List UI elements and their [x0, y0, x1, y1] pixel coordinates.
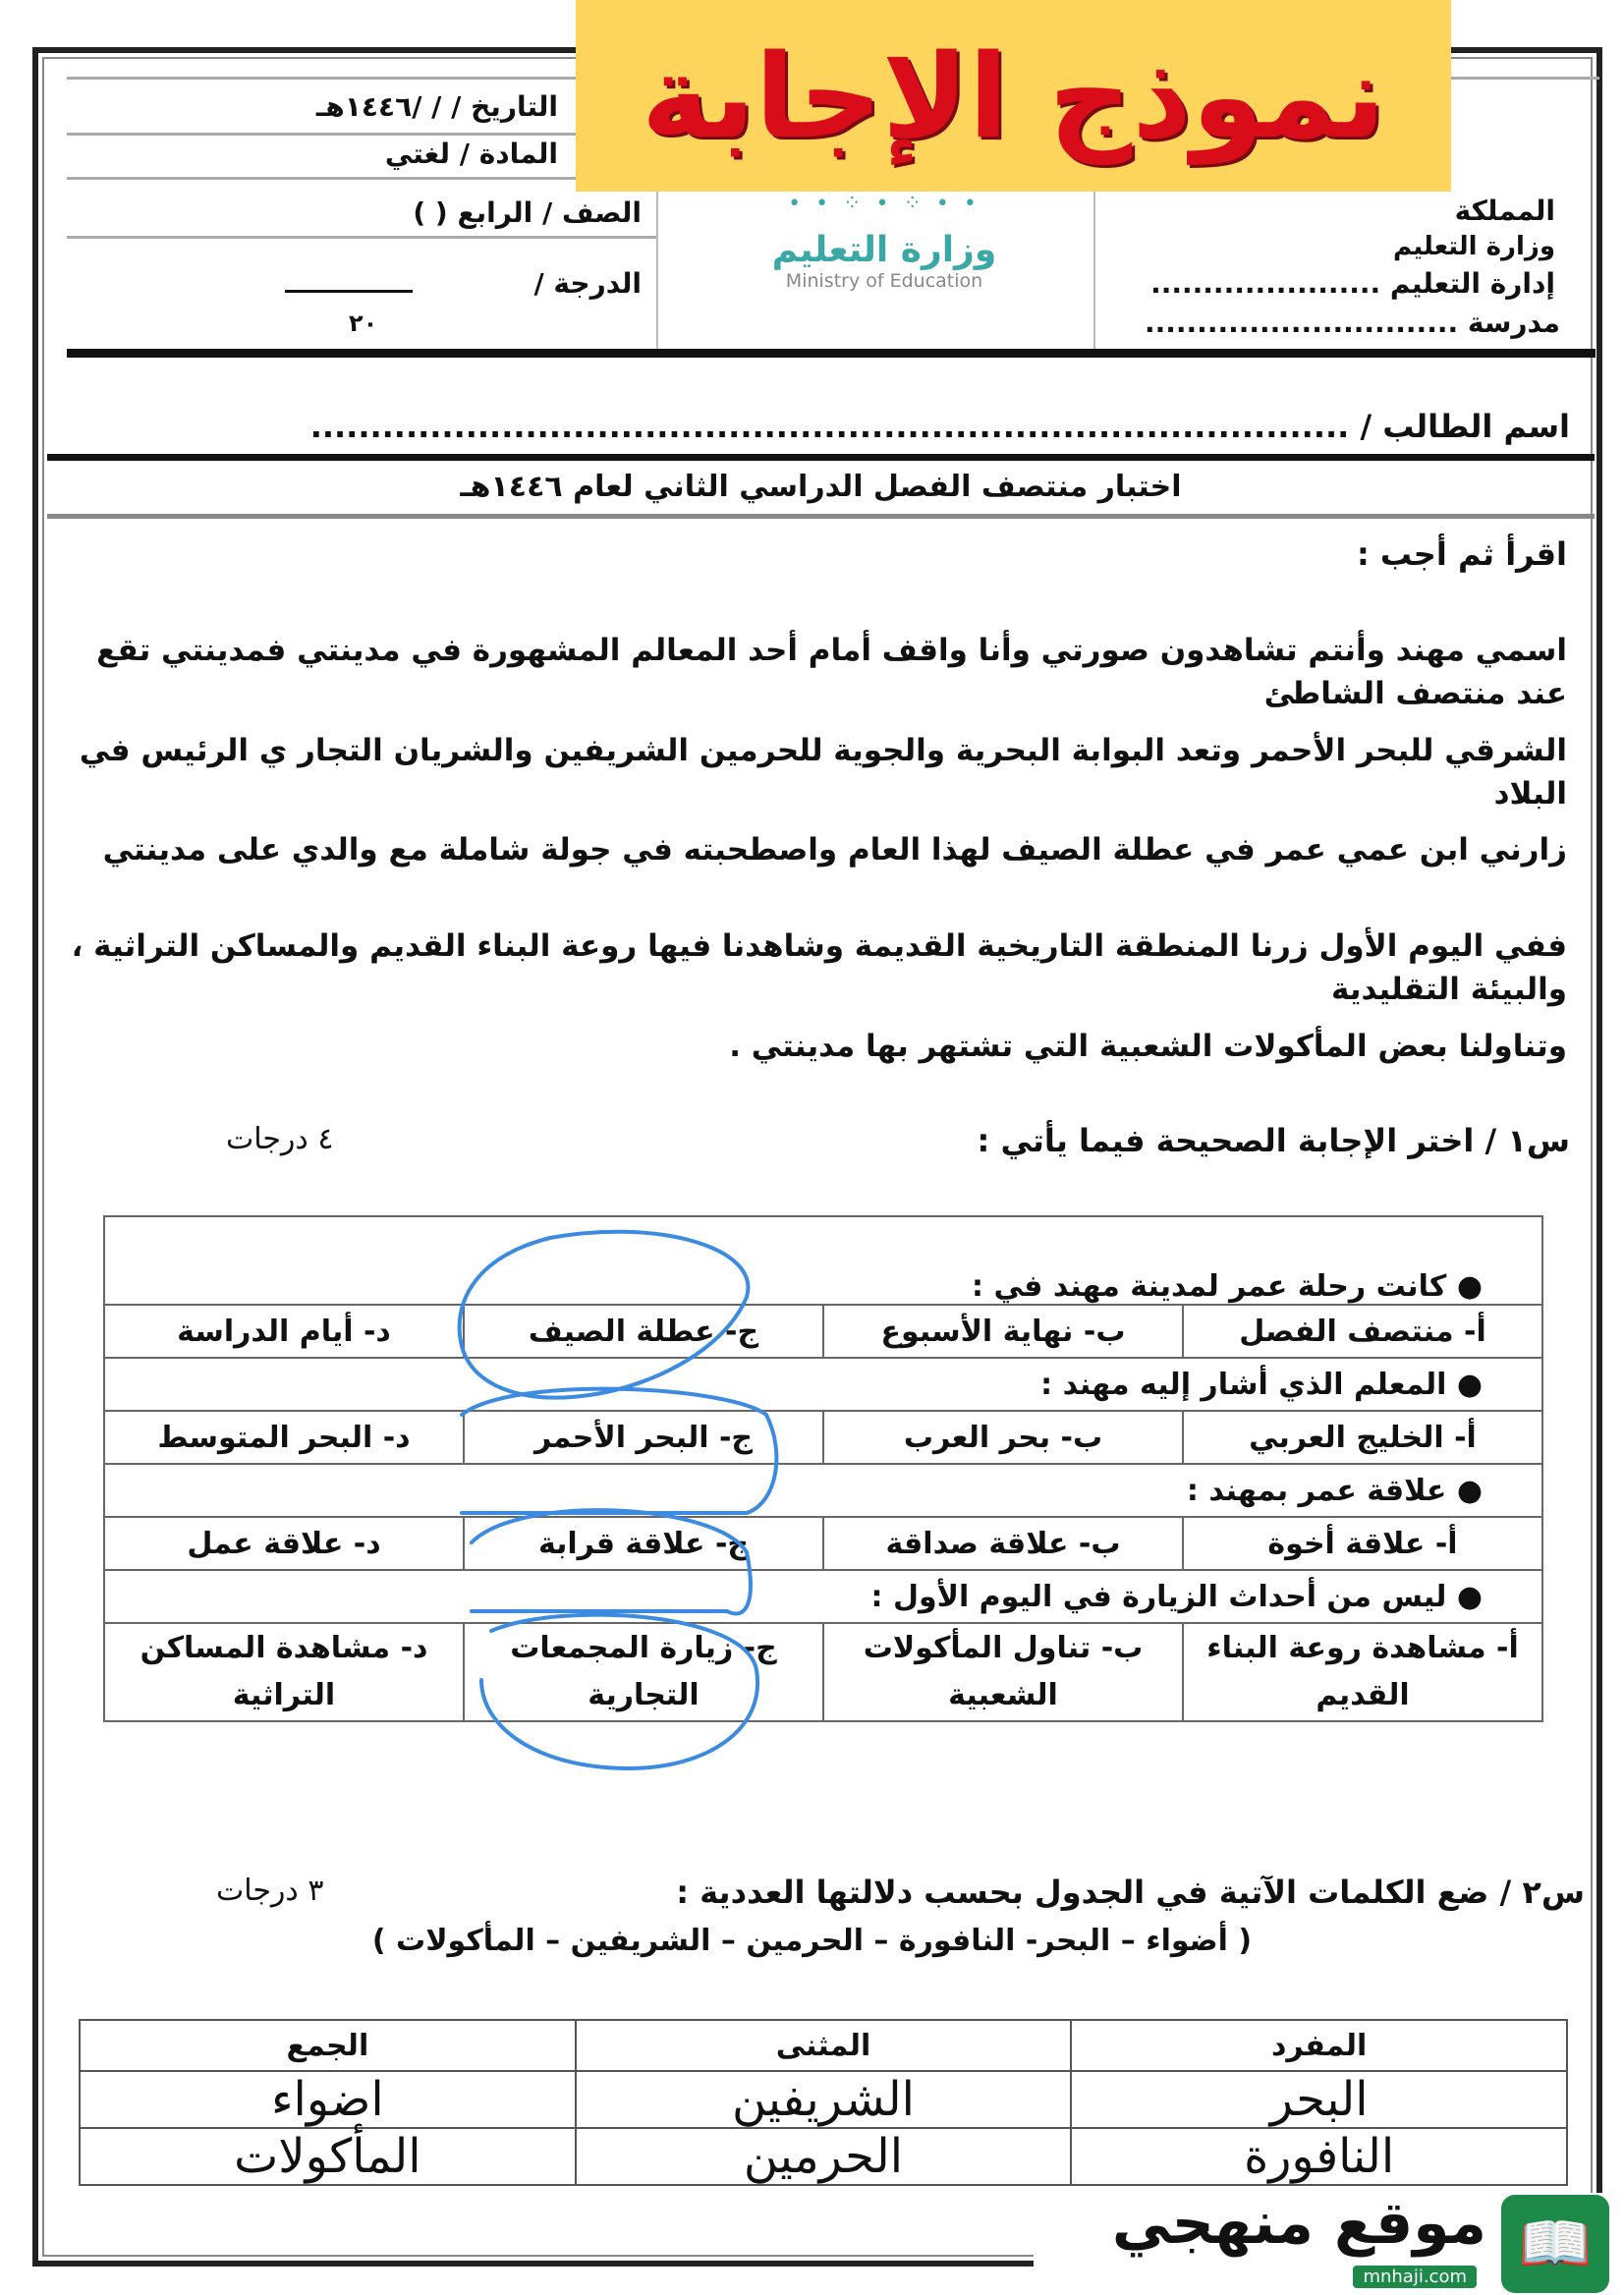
exam-title-box — [47, 454, 1595, 519]
column-header: الجمع — [80, 2020, 576, 2071]
student-name-field: اسم الطالب / ....................................................................................... — [309, 408, 1570, 445]
options-row — [104, 1305, 1542, 1358]
answer-cell[interactable]: اضواء — [80, 2071, 576, 2128]
q2-marks: ٣ درجات — [216, 1874, 324, 1908]
option[interactable]: د- مشاهدة المساكن التراثية — [104, 1623, 464, 1721]
column-header: المفرد — [1071, 2020, 1567, 2071]
score-label: الدرجة / — [533, 267, 642, 300]
divider — [656, 192, 658, 349]
ministry-label: وزارة التعليم — [1393, 232, 1555, 261]
divider — [67, 349, 1596, 358]
site-url: mnhaji.com — [1353, 2266, 1477, 2288]
answer-circle — [481, 1615, 757, 1768]
directorate-field: إدارة التعليم ...................... — [1150, 267, 1555, 300]
q2-title: س٢ / ضع الكلمات الآتية في الجدول بحسب دلالتها العددية : — [676, 1874, 1585, 1911]
option-selected[interactable]: ج- البحر الأحمر — [464, 1411, 823, 1464]
school-field: مدرسة .............................. — [1145, 307, 1560, 339]
passage-line: الشرقي للبحر الأحمر وتعد البوابة البحرية والجوية للحرمين الشريفين والشريان التجار ي الرئيس في البلاد — [79, 733, 1567, 812]
divider — [67, 177, 576, 180]
option[interactable]: د- البحر المتوسط — [104, 1411, 464, 1464]
option[interactable]: د- علاقة عمل — [104, 1517, 464, 1570]
q1-title: س١ / اختر الإجابة الصحيحة فيما يأتي : — [977, 1122, 1570, 1159]
logo-text-ar: وزارة التعليم — [771, 230, 997, 270]
option[interactable]: أ- الخليج العربي — [1183, 1411, 1542, 1464]
option-selected[interactable]: ج- عطلة الصيف — [464, 1305, 823, 1358]
score-total: ٢٠ — [349, 309, 378, 337]
answer-circle — [462, 1389, 776, 1513]
answer-key-banner — [576, 0, 1451, 192]
options-row — [104, 1623, 1542, 1721]
option[interactable]: ب- تناول المأكولات الشعبية — [823, 1623, 1183, 1721]
passage-line: زارني ابن عمي عمر في عطلة الصيف لهذا العام واصطحبته في جولة شاملة مع والدي على مدينتي — [102, 832, 1567, 868]
banner-text: نموذج الإجابة — [641, 28, 1386, 164]
score-line — [285, 290, 413, 293]
option[interactable]: ب- بحر العرب — [823, 1411, 1183, 1464]
option[interactable]: د- أيام الدراسة — [104, 1305, 464, 1358]
answer-cell[interactable]: المأكولات — [80, 2128, 576, 2185]
options-row — [104, 1411, 1542, 1464]
site-name: موقع منهجي — [1111, 2189, 1486, 2258]
answer-cell[interactable]: الشريفين — [576, 2071, 1072, 2128]
options-row — [104, 1517, 1542, 1570]
q2-word-list: ( أضواء – البحر- النافورة – الحرمين – الشريفين – المأكولات ) — [371, 1924, 1253, 1958]
passage-line: اسمي مهند وأنتم تشاهدون صورتي وأنا واقف أمام أحد المعالم المشهورة في مدينتي فمدينتي تقع عند منتصف الشاطئ — [96, 633, 1567, 711]
date-field: التاريخ / / /١٤٤٦هـ — [315, 90, 558, 123]
option[interactable]: أ- مشاهدة روعة البناء القديم — [1183, 1623, 1542, 1721]
column-header: المثنى — [576, 2020, 1072, 2071]
answer-cell[interactable]: البحر — [1071, 2071, 1567, 2128]
question-stem: ● علاقة عمر بمهند : — [104, 1464, 1542, 1517]
divider — [1093, 192, 1095, 349]
passage-line: وتناولنا بعض المأكولات الشعبية التي تشتهر بها مدينتي . — [729, 1029, 1567, 1064]
option[interactable]: ب- نهاية الأسبوع — [823, 1305, 1183, 1358]
site-watermark — [1034, 2189, 1609, 2295]
subject-field: المادة / لغتي — [384, 138, 558, 170]
ministry-logo — [747, 192, 1022, 292]
answer-circle — [472, 1510, 751, 1613]
q1-marks: ٤ درجات — [226, 1122, 334, 1156]
answer-cell[interactable]: النافورة — [1071, 2128, 1567, 2185]
pen-circles-annotation — [432, 1218, 786, 1788]
answer-cell[interactable]: الحرمين — [576, 2128, 1072, 2185]
option[interactable]: أ- منتصف الفصل — [1183, 1305, 1542, 1358]
logo-dots-icon: • • ⁘ • ⁘ • • — [788, 192, 980, 216]
question-stem: ● ليس من أحداث الزيارة في اليوم الأول : — [104, 1570, 1542, 1623]
option[interactable]: أ- علاقة أخوة — [1183, 1517, 1542, 1570]
divider — [67, 236, 656, 239]
grade-field: الصف / الرابع ( ) — [413, 196, 642, 229]
option-selected[interactable]: ج- علاقة قرابة — [464, 1517, 823, 1570]
answer-circle — [460, 1232, 749, 1398]
instruction: اقرأ ثم أجب : — [1356, 535, 1567, 573]
book-icon: 📖 — [1501, 2195, 1609, 2293]
logo-text-en: Ministry of Education — [785, 270, 983, 292]
question-stem: ● كانت رحلة عمر لمدينة مهند في : — [104, 1216, 1542, 1305]
option[interactable]: ب- علاقة صداقة — [823, 1517, 1183, 1570]
q1-table — [103, 1215, 1543, 1722]
passage-line: ففي اليوم الأول زرنا المنطقة التاريخية القديمة وشاهدنا فيها روعة البناء القديم والمساكن التراثية ، والبيئة التقليدية — [71, 928, 1567, 1007]
question-stem: ● المعلم الذي أشار إليه مهند : — [104, 1358, 1542, 1411]
kingdom-label: المملكة — [1454, 195, 1555, 227]
divider — [67, 133, 576, 136]
q2-table — [79, 2019, 1568, 2186]
option-selected[interactable]: ج- زيارة المجمعات التجارية — [464, 1623, 823, 1721]
exam-title: اختبار منتصف الفصل الدراسي الثاني لعام ١٤٤٦هـ — [460, 470, 1182, 504]
